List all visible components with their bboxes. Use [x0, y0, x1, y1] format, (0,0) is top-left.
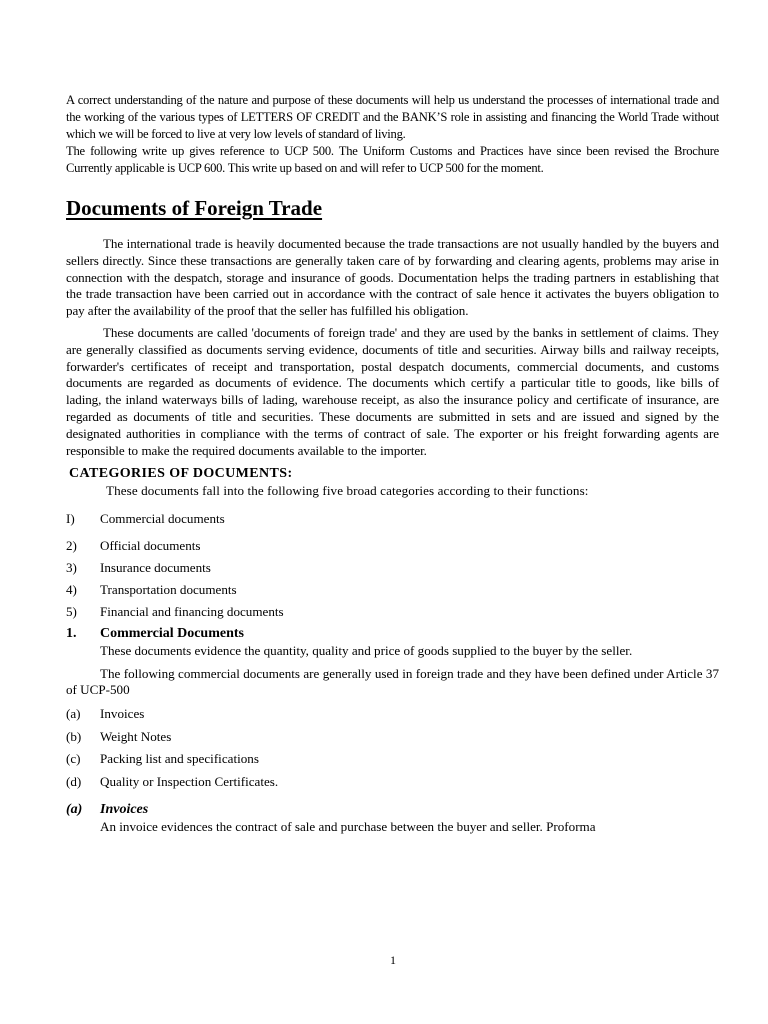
invoices-heading: [66, 802, 719, 818]
list-item: [66, 537, 719, 554]
list-item-label: Financial and financing documents: [100, 604, 284, 620]
intro-paragraph-2: The following write up gives reference to UCP 500. The Uniform Customs and Practices have since been revised the Brochure Currently applicable is UCP 600. This write up based on and will refer to UCP 500 for the moment.: [66, 144, 719, 175]
intro-paragraph-1: A correct understanding of the nature and purpose of these documents will help us understand the processes of international trade and the working of the various types of LETTERS OF CREDIT and the BANK’S role in assisting and financing the World Trade without which we will be forced to live at very low levels of standard of living.: [66, 93, 719, 141]
list-marker: 4): [66, 582, 77, 598]
categories-intro: These documents fall into the following five broad categories according to their functions:: [106, 483, 589, 499]
body-paragraph-2: These documents are called 'documents of foreign trade' and they are used by the banks in settlement of claims. They are generally classified as documents serving evidence, documents of title and securities. Airway bills and railway receipts, forwarder's certificates of receipt and transportation, postal despatch documents, commercial documents, and customs documents are regarded as documents of evidence. The documents which certify a particular title to goods, like bills of lading, the inland waterways bills of lading, warehouse receipt, as also the insurance policy and certificate of insurance, are regarded as documents of title and securities. These documents are submitted in sets and are issued and signed by the designated authorities in compliance with the terms of contract of sale. The exporter or his freight forwarding agents are responsible to make the required documents available to the importer.: [66, 325, 719, 458]
section-title: Documents of Foreign Trade: [66, 196, 323, 220]
list-item: [66, 581, 719, 598]
list-item: [66, 510, 719, 527]
list-item: [66, 705, 719, 722]
section-number: 1.: [66, 626, 77, 642]
list-marker: (c): [66, 751, 81, 767]
subsection-marker: (a): [66, 801, 83, 817]
document-page: [66, 92, 719, 835]
list-item-label: Transportation documents: [100, 582, 237, 598]
commercial-documents-list: [66, 705, 719, 790]
list-item-label: Official documents: [100, 538, 201, 554]
list-marker: (d): [66, 773, 82, 789]
list-item: [66, 559, 719, 576]
list-item: [66, 750, 719, 767]
section-heading-text: Commercial Documents: [100, 626, 244, 642]
list-item-label: Packing list and specifications: [100, 751, 259, 767]
list-item: [66, 603, 719, 620]
invoices-paragraph: An invoice evidences the contract of sale and purchase between the buyer and seller. Proforma: [100, 818, 596, 834]
categories-list: [66, 510, 719, 620]
list-item: [66, 728, 719, 745]
list-item-label: Insurance documents: [100, 560, 211, 576]
commercial-documents-heading: [66, 625, 719, 642]
list-marker: 5): [66, 604, 77, 620]
categories-heading: CATEGORIES OF DOCUMENTS:: [69, 466, 293, 482]
list-item-label: Invoices: [100, 706, 145, 722]
list-marker: (a): [66, 706, 81, 722]
list-item-label: Quality or Inspection Certificates.: [100, 773, 279, 789]
list-marker: (b): [66, 728, 82, 744]
page-number: 1: [390, 953, 396, 967]
list-item: [66, 773, 719, 790]
subsection-heading-text: Invoices: [100, 801, 149, 817]
list-marker: 3): [66, 560, 77, 576]
list-marker: I): [66, 511, 75, 527]
list-item-label: Commercial documents: [100, 511, 225, 527]
body-paragraph-1: The international trade is heavily documented because the trade transactions are not usually handled by the buyers and sellers directly. Since these transactions are generally taken care of by forwarding and clearing agents, problems may arise in connection with the despatch, storage and insurance of goods. Documentation helps the trading partners in establishing that the trade transaction have been carried out in accordance with the contract of sale hence it activates the buyers obligation to pay after the availability of the proof that the seller has fulfilled his obligation.: [66, 236, 719, 319]
commercial-paragraph-1: These documents evidence the quantity, quality and price of goods supplied to the buyer by the seller.: [100, 643, 633, 659]
list-marker: 2): [66, 538, 77, 554]
commercial-paragraph-2: The following commercial documents are generally used in foreign trade and they have been defined under Article 37 of UCP-500: [66, 666, 719, 698]
list-item-label: Weight Notes: [100, 728, 172, 744]
